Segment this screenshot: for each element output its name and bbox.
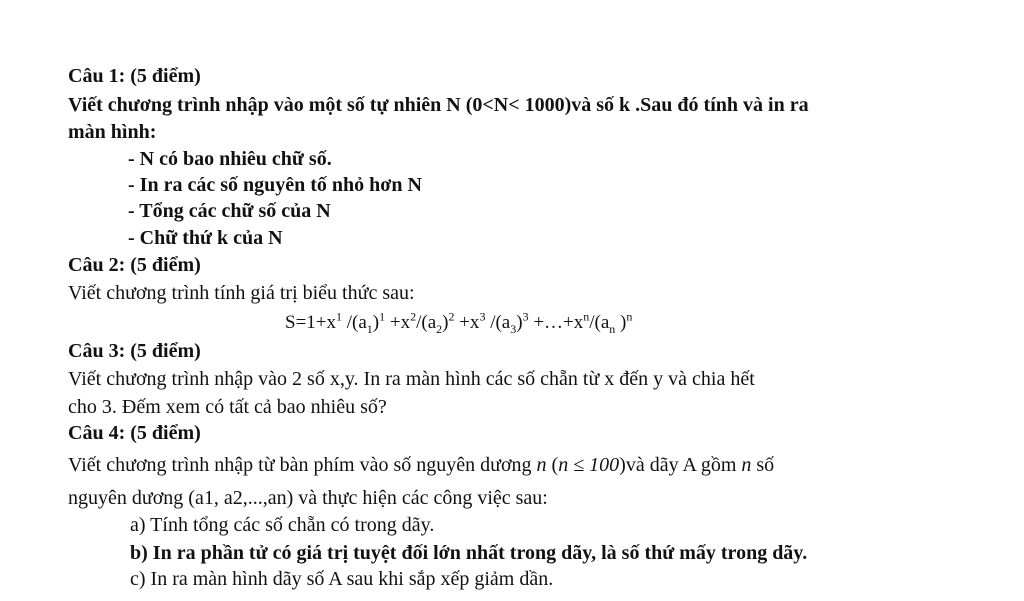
- q3-line1: Viết chương trình nhập vào 2 số x,y. In ra màn hình các số chẵn từ x đến y và chia hết: [68, 368, 755, 390]
- q4-item: c) In ra màn hình dãy số A sau khi sắp xếp giảm dần.: [130, 568, 554, 590]
- q3-heading: Câu 3: (5 điểm): [68, 340, 201, 362]
- q1-heading: Câu 1: (5 điểm): [68, 65, 201, 87]
- q2-formula: $S=1+x^1$ $/(a_1)^1 +x^2/(a_2)^2 +x^3$ $/(a_3)^3$ $+\dots+x^n/(a_n$ )$^n$: [285, 309, 633, 336]
- q1-line2: màn hình:: [68, 121, 157, 143]
- q4-line2: nguyên dương (a1, a2,...,an) và thực hiện các công việc sau:: [68, 487, 548, 509]
- q2-heading: Câu 2: (5 điểm): [68, 254, 201, 276]
- q3-line2: cho 3. Đếm xem có tất cả bao nhiêu số?: [68, 396, 387, 418]
- q1-line1: Viết chương trình nhập vào một số tự nhiên N (0<N< 1000)và số k .Sau đó tính và in ra: [68, 94, 809, 116]
- q4-item: b) In ra phần tử có giá trị tuyệt đối lớn nhất trong dãy, là số thứ mấy trong dãy.: [130, 542, 808, 564]
- q2-line1: Viết chương trình tính giá trị biểu thức sau:: [68, 282, 415, 304]
- q1-item: - Chữ thứ k của N: [128, 227, 283, 249]
- q4-heading: Câu 4: (5 điểm): [68, 422, 201, 444]
- q1-item: - N có bao nhiêu chữ số.: [128, 148, 332, 170]
- q1-item: - In ra các số nguyên tố nhỏ hơn N: [128, 174, 422, 196]
- q4-line1: Viết chương trình nhập từ bàn phím vào số nguyên dương n (n ≤ 100)và dãy A gồm n số: [68, 454, 775, 476]
- q1-item: - Tổng các chữ số của N: [128, 200, 331, 222]
- q4-item: a) Tính tổng các số chẵn có trong dãy.: [130, 514, 435, 536]
